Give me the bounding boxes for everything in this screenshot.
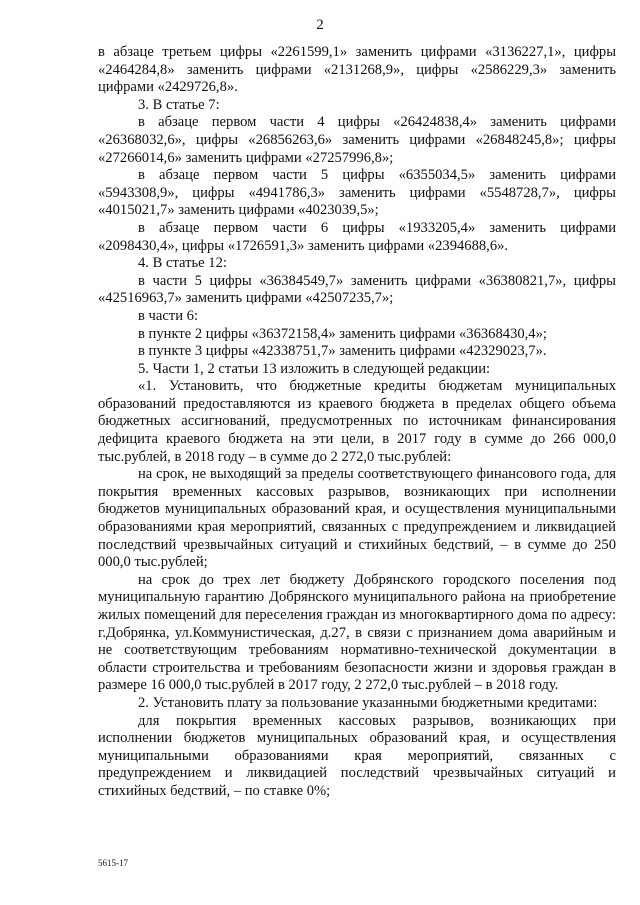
paragraph: 4. В статье 12: <box>138 255 227 272</box>
paragraph: на срок, не выходящий за пределы соответствующего финансового года, для покрытия временных кассовых разрывов, возникающих при исполнении бюджетов муниципальных образований края, и осуществления муниципальными образованиями края мероприятий, связанных с предупреждением и ликвидацией последствий чрезвычайных ситуаций и стихийных бедствий, – в сумме до 250 000,0 тыс.рублей; <box>98 466 616 571</box>
paragraph: для покрытия временных кассовых разрывов, возникающих при исполнении бюджетов муниципальных образований края, и осуществления муниципальными образованиями края мероприятий, связанных с предупреждением и ликвидацией последствий чрезвычайных ситуаций и стихийных бедствий, – по ставке 0%; <box>98 712 616 799</box>
paragraph: на срок до трех лет бюджету Добрянского городского поселения под муниципальную гарантию Добрянского муниципального района на приобретение жилых помещений для переселения граждан из многоквартирного дома по адресу: г.Добрянка, ул.Коммунистическая, д.27, в связи с признанием дома аварийным и не соответствующим требованиям нормативно-технической документации в области строительства и требованиям безопасности жизни и здоровья граждан в размере 16 000,0 тыс.рублей в 2017 году, 2 272,0 тыс.рублей – в 2018 году. <box>98 571 616 694</box>
paragraph: в пункте 2 цифры «36372158,4» заменить цифрами «36368430,4»; <box>138 325 547 342</box>
paragraph: в части 5 цифры «36384549,7» заменить цифрами «36380821,7», цифры «42516963,7» заменить цифрами «42507235,7»; <box>98 272 616 307</box>
paragraph: в абзаце первом части 5 цифры «6355034,5» заменить цифрами «5943308,9», цифры «4941786,3» заменить цифрами «5548728,7», цифры «4015021,7» заменить цифрами «4023039,5»; <box>98 167 616 219</box>
page-number: 2 <box>316 17 324 33</box>
paragraph: 2. Установить плату за пользование указанными бюджетными кредитами: <box>138 694 598 711</box>
paragraph: в части 6: <box>138 307 199 324</box>
paragraph: «1. Установить, что бюджетные кредиты бюджетам муниципальных образований предоставляются из краевого бюджета в пределах общего объема бюджетных ассигнований, предусмотренных по источникам финансирования дефицита краевого бюджета на эти цели, в 2017 году в сумме до 266 000,0 тыс.рублей, в 2018 году – в сумме до 2 272,0 тыс.рублей: <box>98 378 616 465</box>
paragraph: 3. В статье 7: <box>138 96 220 113</box>
document-body <box>98 44 616 801</box>
paragraph: 5. Части 1, 2 статьи 13 изложить в следующей редакции: <box>138 360 491 377</box>
paragraph: в пункте 3 цифры «42338751,7» заменить цифрами «42329023,7». <box>138 343 547 360</box>
paragraph: в абзаце третьем цифры «2261599,1» заменить цифрами «3136227,1», цифры «2464284,8» заменить цифрами «2131268,9», цифры «2586229,3» заменить цифрами «2429726,8». <box>98 44 616 96</box>
footer-code: 5615-17 <box>98 858 128 868</box>
paragraph: в абзаце первом части 4 цифры «26424838,4» заменить цифрами «26368032,6», цифры «26856263,6» заменить цифрами «26848245,8»; цифры «27266014,6» заменить цифрами «27257996,8»; <box>98 114 616 166</box>
paragraph: в абзаце первом части 6 цифры «1933205,4» заменить цифрами «2098430,4», цифры «1726591,3» заменить цифрами «2394688,6». <box>98 219 616 254</box>
